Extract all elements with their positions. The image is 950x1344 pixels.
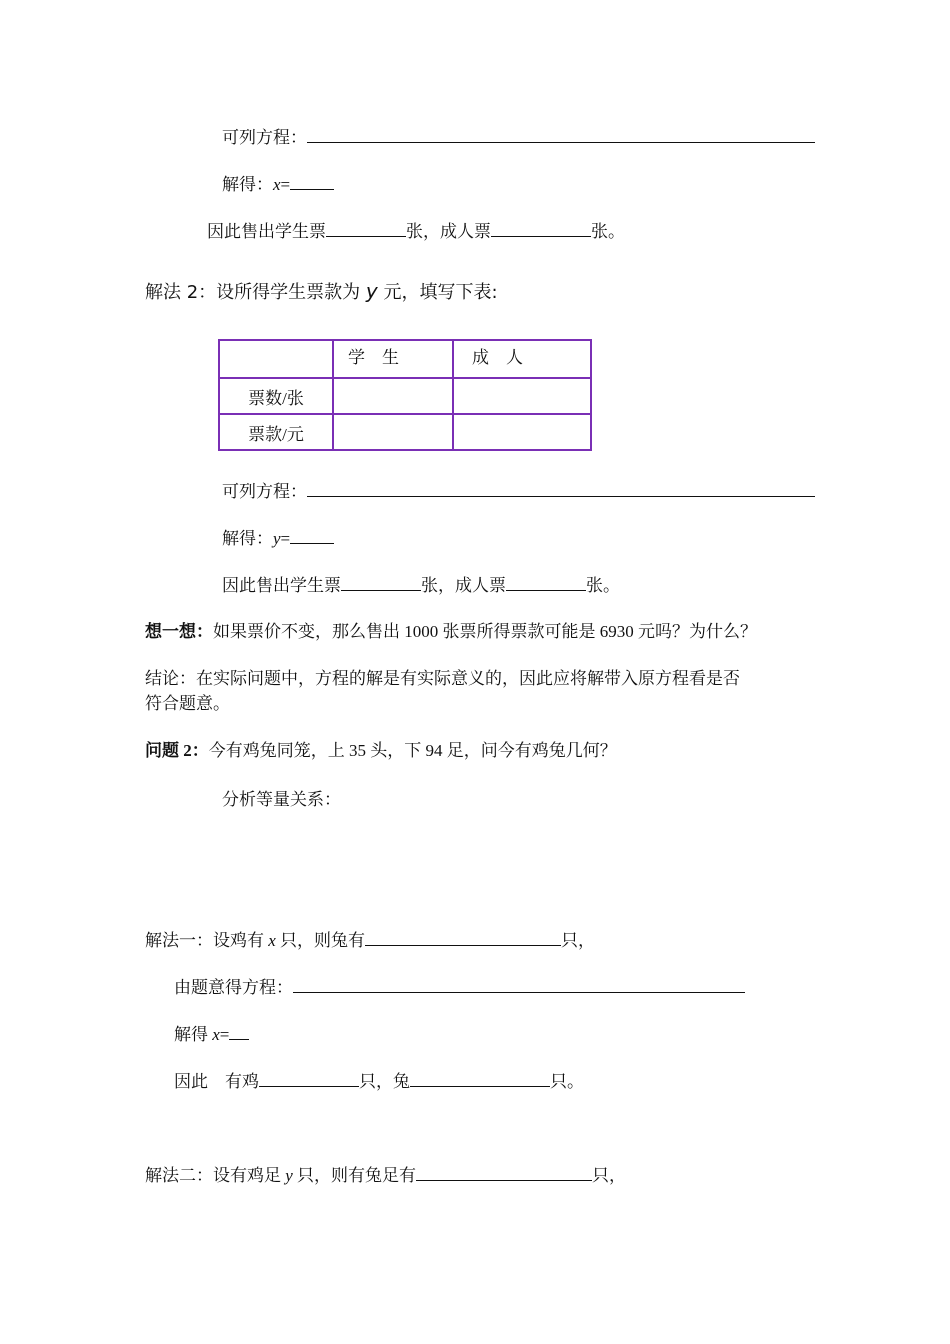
equation-label: 可列方程： bbox=[222, 482, 307, 501]
conclusion-text: 张，成人票 bbox=[406, 222, 491, 241]
input-cell[interactable] bbox=[333, 378, 453, 414]
solve-label: 解得： bbox=[222, 175, 273, 194]
table-row bbox=[219, 378, 591, 414]
problem2-line bbox=[145, 740, 617, 762]
table-header-adult: 成 人 bbox=[453, 340, 591, 378]
equals-sign: = bbox=[280, 529, 291, 548]
adult-ticket-blank[interactable] bbox=[491, 220, 591, 237]
think-label: 想一想： bbox=[145, 622, 213, 641]
heading-text: 解法 2：设所得学生票款为 bbox=[145, 282, 366, 303]
ticket-table bbox=[218, 339, 592, 451]
conclusion-paragraph-line2: 符合题意。 bbox=[145, 694, 230, 713]
conclusion-text: 因此售出学生票 bbox=[222, 576, 341, 595]
method2-heading bbox=[145, 280, 498, 304]
equation-blank[interactable] bbox=[307, 126, 815, 143]
student-ticket-blank[interactable] bbox=[326, 220, 406, 237]
rabbit-count-blank[interactable] bbox=[365, 929, 561, 946]
variable-x: x bbox=[273, 175, 281, 194]
equation-label: 由题意得方程： bbox=[174, 978, 293, 997]
solve-label: 解得： bbox=[222, 529, 273, 548]
solve-line-1 bbox=[222, 173, 334, 196]
variable-y: y bbox=[273, 529, 281, 548]
solution-text: 只，则兔有 bbox=[275, 931, 366, 950]
conclusion-text: 因此售出学生票 bbox=[207, 222, 326, 241]
problem2-text: 今有鸡兔同笼，上 35 头，下 94 足，问今有鸡兔几何？ bbox=[208, 741, 617, 760]
equals-sign: = bbox=[219, 1025, 230, 1044]
table-row bbox=[219, 414, 591, 450]
conclusion-paragraph-line1: 结论：在实际问题中，方程的解是有实际意义的，因此应将解带入原方程看是否 bbox=[145, 669, 740, 688]
equation-line-2 bbox=[222, 480, 815, 503]
input-cell[interactable] bbox=[453, 414, 591, 450]
solution-one-equation bbox=[174, 976, 745, 999]
adult-ticket-blank[interactable] bbox=[506, 574, 586, 591]
solution-two-line bbox=[145, 1164, 626, 1187]
table-header-student: 学 生 bbox=[333, 340, 453, 378]
conclusion-line-2 bbox=[222, 574, 620, 597]
solve-label: 解得 bbox=[174, 1025, 213, 1044]
variable-x: x bbox=[212, 1025, 220, 1044]
row-label-ticket-amount: 票款/元 bbox=[219, 414, 333, 450]
answer-blank[interactable] bbox=[290, 173, 334, 190]
equation-label: 可列方程： bbox=[222, 128, 307, 147]
answer-blank[interactable] bbox=[229, 1023, 249, 1040]
rabbit-feet-blank[interactable] bbox=[416, 1164, 592, 1181]
student-ticket-blank[interactable] bbox=[341, 574, 421, 591]
solution-text: 只，则有兔足有 bbox=[292, 1166, 417, 1185]
result-text: 只，兔 bbox=[359, 1072, 410, 1091]
variable-y: y bbox=[365, 279, 378, 303]
table-header-row bbox=[219, 340, 591, 378]
answer-blank[interactable] bbox=[290, 527, 334, 544]
equation-blank[interactable] bbox=[293, 976, 745, 993]
result-text: 因此 有鸡 bbox=[174, 1072, 259, 1091]
conclusion-line-1 bbox=[207, 220, 625, 243]
solution-text: 解法一：设鸡有 bbox=[145, 931, 269, 950]
think-line bbox=[145, 621, 757, 643]
equation-blank[interactable] bbox=[307, 480, 815, 497]
solution-one-result bbox=[174, 1070, 584, 1093]
analysis-line: 分析等量关系： bbox=[222, 790, 341, 809]
heading-text: 元，填写下表: bbox=[377, 282, 498, 303]
variable-x: x bbox=[268, 931, 276, 950]
variable-y: y bbox=[285, 1166, 293, 1185]
input-cell[interactable] bbox=[453, 378, 591, 414]
conclusion-text: 张，成人票 bbox=[421, 576, 506, 595]
chicken-count-blank[interactable] bbox=[259, 1070, 359, 1087]
solution-text: 只， bbox=[561, 931, 596, 950]
equals-sign: = bbox=[280, 175, 291, 194]
conclusion-text: 张。 bbox=[591, 222, 625, 241]
think-text: 如果票价不变，那么售出 1000 张票所得票款可能是 6930 元吗？为什么？ bbox=[213, 622, 757, 641]
solve-line-2 bbox=[222, 527, 334, 550]
solution-one-solve bbox=[174, 1023, 249, 1046]
solution-one-line bbox=[145, 929, 595, 952]
row-label-ticket-count: 票数/张 bbox=[219, 378, 333, 414]
table-header-cell bbox=[219, 340, 333, 378]
problem2-label: 问题 2： bbox=[145, 741, 209, 760]
equation-line-1 bbox=[222, 126, 815, 149]
rabbit-count-blank[interactable] bbox=[410, 1070, 550, 1087]
conclusion-text: 张。 bbox=[586, 576, 620, 595]
solution-text: 只， bbox=[592, 1166, 627, 1185]
solution-text: 解法二：设有鸡足 bbox=[145, 1166, 286, 1185]
input-cell[interactable] bbox=[333, 414, 453, 450]
result-text: 只。 bbox=[550, 1072, 584, 1091]
